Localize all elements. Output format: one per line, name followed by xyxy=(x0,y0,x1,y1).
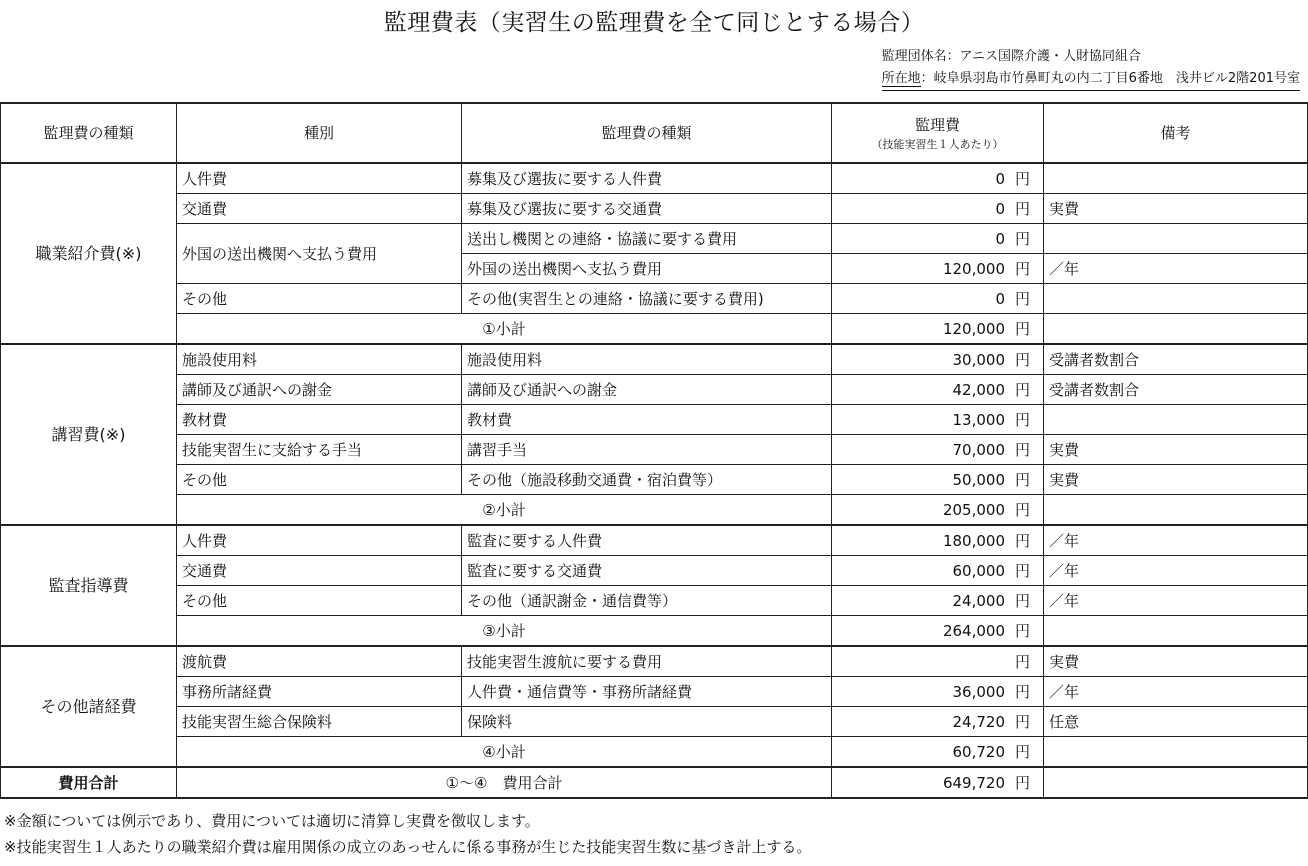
row-amount-yen: 円 xyxy=(1015,440,1031,459)
footnote-2: ※技能実習生１人あたりの職業紹介費は雇用関係の成立のあっせんに係る事務が生じた技能実習生数に基づき計上する。 xyxy=(4,838,812,856)
row-remark: 任意 xyxy=(1044,707,1308,737)
row-detail: 送出し機関との連絡・協議に要する費用 xyxy=(462,224,832,254)
subtotal-label: ②小計 xyxy=(177,495,832,526)
row-remark: ／年 xyxy=(1044,677,1308,707)
row-detail: その他(実習生との連絡・協議に要する費用) xyxy=(462,284,832,314)
row-remark: 受講者数割合 xyxy=(1044,344,1308,375)
table-row xyxy=(1,163,1308,194)
header-detail: 監理費の種類 xyxy=(462,103,832,163)
footnote-1: ※金額については例示であり、費用については適切に清算し実費を徴収します。 xyxy=(4,812,540,830)
row-amount-yen: 円 xyxy=(1015,350,1031,369)
row-amount xyxy=(832,405,1044,435)
row-amount-value: 13,000 xyxy=(952,410,1005,429)
subtotal-label: ③小計 xyxy=(177,616,832,647)
group-name: 講習費(※) xyxy=(1,344,177,525)
row-amount-yen: 円 xyxy=(1015,169,1031,188)
header-category: 監理費の種類 xyxy=(1,103,177,163)
row-kind: その他 xyxy=(177,586,462,616)
row-amount-yen: 円 xyxy=(1015,561,1031,580)
row-kind: その他 xyxy=(177,284,462,314)
row-kind: 事務所諸経費 xyxy=(177,677,462,707)
row-remark: 実費 xyxy=(1044,646,1308,677)
row-remark: ／年 xyxy=(1044,556,1308,586)
address-label: 所在地 xyxy=(881,71,921,86)
header-kind: 種別 xyxy=(177,103,462,163)
row-amount xyxy=(832,465,1044,495)
row-amount-value: 0 xyxy=(995,199,1005,218)
organization-info xyxy=(882,46,1300,91)
row-amount xyxy=(832,375,1044,405)
row-remark xyxy=(1044,405,1308,435)
total-label: ①～④ 費用合計 xyxy=(177,767,832,798)
row-detail: 外国の送出機関へ支払う費用 xyxy=(462,254,832,284)
total-group-label: 費用合計 xyxy=(1,767,177,798)
row-amount-value: 36,000 xyxy=(952,682,1005,701)
fee-table xyxy=(0,102,1308,799)
row-kind: 外国の送出機関へ支払う費用 xyxy=(177,224,462,284)
row-kind: 技能実習生に支給する手当 xyxy=(177,435,462,465)
row-amount xyxy=(832,284,1044,314)
row-amount-value: 0 xyxy=(995,169,1005,188)
row-remark: ／年 xyxy=(1044,525,1308,556)
subtotal-label: ①小計 xyxy=(177,314,832,345)
subtotal-amount-value: 120,000 xyxy=(942,319,1005,338)
table-header-row xyxy=(1,103,1308,163)
total-row xyxy=(1,767,1308,798)
row-kind: 教材費 xyxy=(177,405,462,435)
table-row xyxy=(1,224,1308,254)
row-detail: 講師及び通訳への謝金 xyxy=(462,375,832,405)
table-row xyxy=(1,194,1308,224)
row-amount-yen: 円 xyxy=(1015,470,1031,489)
subtotal-amount xyxy=(832,737,1044,768)
subtotal-amount-yen: 円 xyxy=(1015,621,1031,640)
row-remark: 実費 xyxy=(1044,465,1308,495)
row-remark xyxy=(1044,284,1308,314)
subtotal-row xyxy=(1,314,1308,345)
row-amount-value: 50,000 xyxy=(952,470,1005,489)
table-row xyxy=(1,586,1308,616)
subtotal-row xyxy=(1,495,1308,526)
subtotal-amount-value: 264,000 xyxy=(942,621,1005,640)
row-remark xyxy=(1044,163,1308,194)
group-name: その他諸経費 xyxy=(1,646,177,767)
subtotal-remark xyxy=(1044,495,1308,526)
row-amount-yen: 円 xyxy=(1015,259,1031,278)
subtotal-remark xyxy=(1044,737,1308,768)
subtotal-amount-value: 205,000 xyxy=(942,500,1005,519)
subtotal-row xyxy=(1,737,1308,768)
row-detail: 講習手当 xyxy=(462,435,832,465)
row-detail: 施設使用料 xyxy=(462,344,832,375)
subtotal-amount-yen: 円 xyxy=(1015,742,1031,761)
row-amount-value: 70,000 xyxy=(952,440,1005,459)
row-amount xyxy=(832,163,1044,194)
table-row xyxy=(1,646,1308,677)
organization-name: 監理団体名：アニス国際介護・人財協同組合 xyxy=(881,49,1141,64)
subtotal-remark xyxy=(1044,616,1308,647)
header-remarks: 備考 xyxy=(1044,103,1308,163)
row-amount-value: 30,000 xyxy=(952,350,1005,369)
row-detail: その他（通訳謝金・通信費等） xyxy=(462,586,832,616)
subtotal-amount-yen: 円 xyxy=(1015,319,1031,338)
table-row xyxy=(1,284,1308,314)
row-amount xyxy=(832,224,1044,254)
row-kind: 人件費 xyxy=(177,525,462,556)
row-detail: 募集及び選抜に要する人件費 xyxy=(462,163,832,194)
row-kind: 施設使用料 xyxy=(177,344,462,375)
organization-address xyxy=(882,68,1300,91)
row-detail: 保険料 xyxy=(462,707,832,737)
row-amount xyxy=(832,525,1044,556)
row-amount-yen: 円 xyxy=(1015,652,1031,671)
row-amount xyxy=(832,194,1044,224)
row-amount xyxy=(832,677,1044,707)
footnotes xyxy=(4,808,811,860)
table-row xyxy=(1,344,1308,375)
table-row xyxy=(1,435,1308,465)
row-amount-value: 0 xyxy=(995,229,1005,248)
row-amount xyxy=(832,586,1044,616)
row-amount-value: 24,720 xyxy=(952,712,1005,731)
header-amount xyxy=(832,103,1044,163)
group-name: 監査指導費 xyxy=(1,525,177,646)
group-name: 職業紹介費(※) xyxy=(1,163,177,344)
address-value: ：岐阜県羽島市竹鼻町丸の内二丁目6番地 浅井ビル2階201号室 xyxy=(920,71,1300,86)
row-kind: 講師及び通訳への謝金 xyxy=(177,375,462,405)
row-remark: 実費 xyxy=(1044,435,1308,465)
total-remark xyxy=(1044,767,1308,798)
row-remark xyxy=(1044,224,1308,254)
row-amount-yen: 円 xyxy=(1015,531,1031,550)
row-kind: 技能実習生総合保険料 xyxy=(177,707,462,737)
row-amount-yen: 円 xyxy=(1015,410,1031,429)
table-row xyxy=(1,677,1308,707)
row-detail: 技能実習生渡航に要する費用 xyxy=(462,646,832,677)
row-amount-yen: 円 xyxy=(1015,380,1031,399)
row-kind: 交通費 xyxy=(177,556,462,586)
row-amount-yen: 円 xyxy=(1015,712,1031,731)
row-amount-value: 120,000 xyxy=(942,259,1005,278)
row-amount-value: 60,000 xyxy=(952,561,1005,580)
row-detail: 監査に要する交通費 xyxy=(462,556,832,586)
row-amount xyxy=(832,344,1044,375)
row-amount-value: 180,000 xyxy=(942,531,1005,550)
total-amount xyxy=(832,767,1044,798)
row-amount xyxy=(832,646,1044,677)
row-amount xyxy=(832,435,1044,465)
row-amount-yen: 円 xyxy=(1015,682,1031,701)
page-title: 監理費表（実習生の監理費を全て同じとする場合） xyxy=(383,10,925,36)
subtotal-amount xyxy=(832,616,1044,647)
table-row xyxy=(1,465,1308,495)
row-kind: その他 xyxy=(177,465,462,495)
row-amount xyxy=(832,254,1044,284)
row-amount-yen: 円 xyxy=(1015,229,1031,248)
row-remark: 実費 xyxy=(1044,194,1308,224)
row-detail: その他（施設移動交通費・宿泊費等） xyxy=(462,465,832,495)
subtotal-amount xyxy=(832,495,1044,526)
row-kind: 渡航費 xyxy=(177,646,462,677)
total-amount-value: 649,720 xyxy=(942,773,1005,792)
row-amount-value: 42,000 xyxy=(952,380,1005,399)
row-amount xyxy=(832,556,1044,586)
row-kind: 交通費 xyxy=(177,194,462,224)
row-detail: 監査に要する人件費 xyxy=(462,525,832,556)
row-remark: ／年 xyxy=(1044,254,1308,284)
subtotal-label: ④小計 xyxy=(177,737,832,768)
subtotal-amount xyxy=(832,314,1044,345)
total-amount-yen: 円 xyxy=(1015,773,1031,792)
row-detail: 人件費・通信費等・事務所諸経費 xyxy=(462,677,832,707)
row-amount xyxy=(832,707,1044,737)
subtotal-remark xyxy=(1044,314,1308,345)
row-amount-yen: 円 xyxy=(1015,289,1031,308)
row-amount-value: 0 xyxy=(995,289,1005,308)
header-amount-main: 監理費 xyxy=(914,116,960,134)
header-amount-sub: （技能実習生１人あたり） xyxy=(871,138,1004,151)
row-detail: 教材費 xyxy=(462,405,832,435)
row-remark: ／年 xyxy=(1044,586,1308,616)
row-kind: 人件費 xyxy=(177,163,462,194)
table-row xyxy=(1,405,1308,435)
row-detail: 募集及び選抜に要する交通費 xyxy=(462,194,832,224)
table-row xyxy=(1,556,1308,586)
table-row xyxy=(1,525,1308,556)
subtotal-row xyxy=(1,616,1308,647)
table-row xyxy=(1,707,1308,737)
subtotal-amount-value: 60,720 xyxy=(952,742,1005,761)
subtotal-amount-yen: 円 xyxy=(1015,500,1031,519)
row-amount-value: 24,000 xyxy=(952,591,1005,610)
row-remark: 受講者数割合 xyxy=(1044,375,1308,405)
row-amount-yen: 円 xyxy=(1015,199,1031,218)
row-amount-yen: 円 xyxy=(1015,591,1031,610)
table-row xyxy=(1,375,1308,405)
